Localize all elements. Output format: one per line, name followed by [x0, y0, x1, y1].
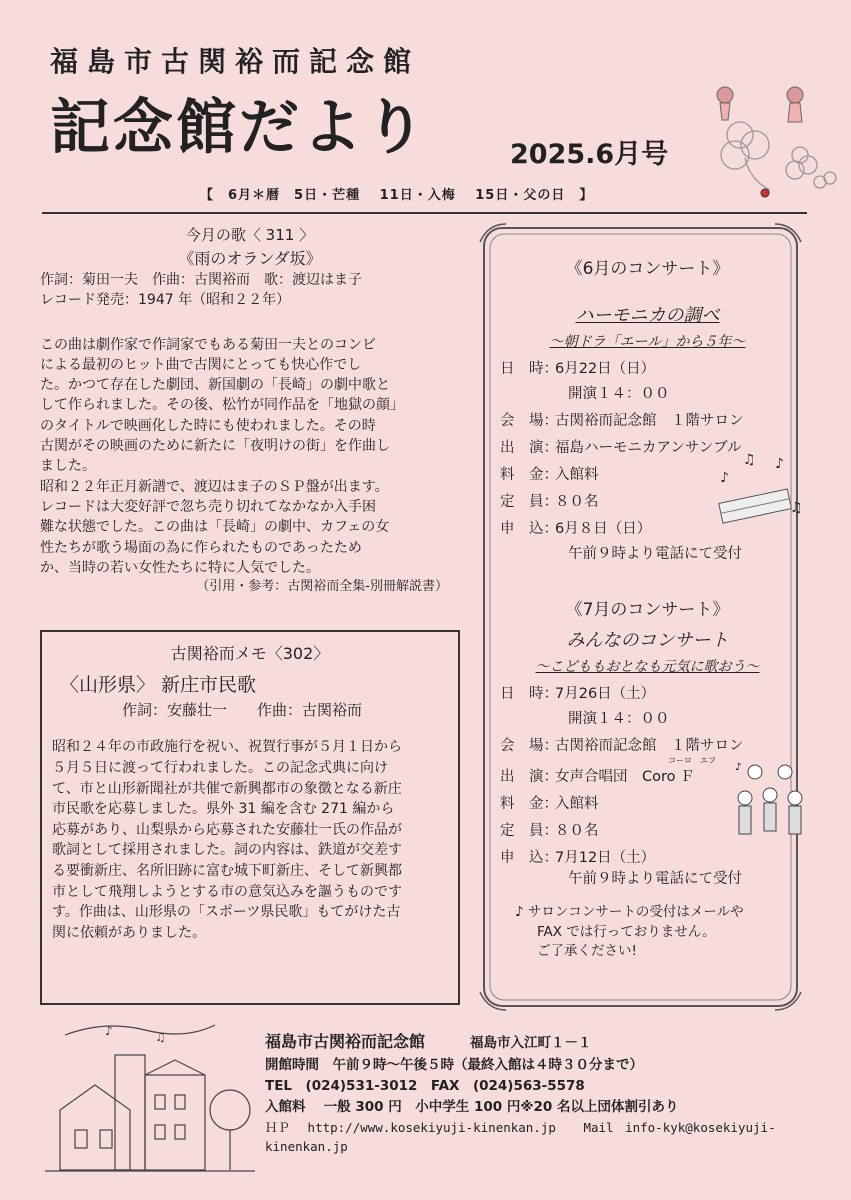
date-label: 日 時：: [500, 686, 558, 702]
memo-body-line: 市民歌を応募しました。県外 31 編を含む 271 編から: [52, 801, 395, 818]
song-body-line: による最初のヒット曲で古関にとっても快心作でし: [40, 356, 362, 373]
notice-line: ♪ サロンコンサートの受付はメールや: [515, 904, 744, 920]
memo-body-line: て、市と山形新聞社が共催で新興都市の象徴となる新庄: [52, 780, 402, 797]
concert-july-apply: 7月12日（土）: [555, 850, 656, 866]
issue-date: 2025.6月号: [510, 139, 669, 170]
concert-june-start: 開演１４：００: [568, 386, 670, 402]
notice-line: ご了承ください!: [537, 943, 637, 960]
concert-july-fee: 入館料: [555, 796, 599, 812]
memo-body-line: 昭和２４年の市政施行を祝い、祝賀行事が５月１日から: [52, 739, 402, 756]
concert-july-heading: 《7月のコンサート》: [565, 600, 730, 620]
concert-july-venue: 古関裕而記念館 １階サロン: [555, 738, 744, 754]
memo-body-line: る要衝新庄、名所旧跡に富む城下町新庄、そして新興都: [52, 862, 402, 879]
salon-notice: [515, 903, 805, 962]
concert-july-start: 開演１４：００: [568, 711, 670, 727]
capacity-label: 定 員：: [500, 494, 558, 510]
memo-body-line: 応募があり、山梨県から応募された安藤壮一氏の作品が: [52, 821, 402, 838]
song-body: [40, 335, 460, 579]
song-body-line: ました。: [40, 458, 96, 475]
svg-text:♫: ♫: [155, 1030, 166, 1044]
concert-june-capacity: ８０名: [555, 494, 599, 510]
concert-june-title: ハーモニカの調べ: [575, 305, 720, 326]
memo-body-line: ５月５日に渡って行われました。この記念式典に向け: [52, 760, 388, 777]
apply-label: 申 込：: [500, 521, 558, 537]
memo-subtitle: 〈山形県〉 新庄市民歌: [60, 673, 257, 696]
concert-june-date: 6月22日（日）: [555, 361, 656, 377]
svg-text:♪: ♪: [720, 470, 729, 486]
notice-line: FAX では行っておりません。: [537, 923, 716, 940]
concert-june-performer: 福島ハーモニカアンサンブル: [555, 440, 742, 456]
concert-june-venue: 古関裕而記念館 １階サロン: [555, 413, 744, 429]
footer-tel: TEL (024)531-3012 FAX (024)563-5578: [265, 1077, 585, 1094]
song-body-line: た。かつて存在した劇団、新国劇の「長崎」の劇中歌と: [40, 377, 390, 394]
svg-text:♪: ♪: [735, 762, 742, 773]
fairy-icon: [717, 87, 803, 122]
footer-museum-name: 福島市古関裕而記念館: [265, 1032, 426, 1051]
song-body-line: のタイトルで映画化した時にも使われました。その時: [40, 417, 376, 434]
museum-building-illustration: [45, 1015, 255, 1185]
apply-label: 申 込：: [500, 850, 558, 866]
concert-july-performer: 女声合唱団 Coro Ｆ: [555, 769, 695, 785]
memo-box: [40, 630, 460, 1005]
venue-label: 会 場：: [500, 738, 558, 754]
footer-info: [265, 1030, 851, 1156]
svg-text:♪: ♪: [775, 456, 784, 472]
memo-credits: 作詞：安藤壮一 作曲：古関裕而: [122, 701, 363, 720]
song-body-line: 難な状態でした。この曲は「長崎」の劇中、カフェの女: [40, 519, 390, 536]
concert-july-title: みんなのコンサート: [566, 630, 729, 651]
venue-label: 会 場：: [500, 413, 558, 429]
performer-label: 出 演：: [500, 769, 558, 785]
fee-label: 料 金：: [500, 467, 558, 483]
memo-body: [52, 737, 448, 943]
footer-hours: 開館時間 午前９時～午後５時（最終入館は４時３０分まで）: [265, 1056, 643, 1073]
concert-july-subtitle: ～こどももおとなも元気に歌おう～: [535, 659, 760, 675]
song-body-line: 昭和２２年正月新譜で、渡辺はま子のＳＰ盤が出ます。: [40, 478, 389, 495]
concert-july-capacity: ８０名: [555, 823, 599, 839]
svg-text:♫: ♫: [790, 500, 803, 516]
clover-illustration: [690, 70, 840, 200]
song-body-line: 古関がその映画のために新たに「夜明けの街」を作曲し: [40, 438, 390, 455]
concert-july-apply-note: 午前９時より電話にて受付: [568, 871, 742, 887]
svg-text:♪: ♪: [105, 1024, 113, 1038]
concert-july-date: 7月26日（土）: [555, 686, 656, 702]
song-body-line: か、当時の若い女性たちに特に人気でした。: [40, 559, 320, 576]
memo-body-line: 歌詞として採用されました。詞の内容は、鉄道が交差す: [52, 842, 402, 859]
song-title: 《雨のオランダ坂》: [178, 248, 322, 268]
harmonica-icon: [715, 450, 805, 530]
newsletter-title: 記念館だより: [50, 93, 428, 163]
song-credits: 作詞：菊田一夫 作曲：古関裕而 歌：渡辺はま子: [40, 271, 362, 288]
svg-text:♫: ♫: [743, 452, 756, 468]
memo-body-line: 関に依頼がありました。: [52, 924, 206, 941]
memo-body-line: す。作曲は、山形県の「スポーツ県民歌」もてがけた古: [52, 904, 401, 921]
memo-title: 古関裕而メモ〈302〉: [170, 644, 330, 663]
website-link[interactable]: http://www.kosekiyuji-kinenkan.jp: [307, 1119, 556, 1135]
song-heading: 今月の歌〈 311 〉: [185, 226, 315, 244]
song-body-line: レコードは大変好評で忽ち売り切れてなかなか入手困: [40, 498, 376, 515]
header-divider: [42, 212, 807, 214]
email-link[interactable]: info-kyk@kosekiyuji-kinenkan.jp: [265, 1119, 776, 1154]
concert-june-apply: 6月８日（日）: [555, 521, 652, 537]
performer-ruby: コーロ エフ: [668, 756, 716, 765]
concert-june-heading: 《6月のコンサート》: [565, 259, 730, 279]
concert-june-apply-note: 午前９時より電話にて受付: [568, 546, 742, 562]
almanac-line: 【 6月＊暦 5日・芒種 11日・入梅 15日・父の日 】: [200, 188, 594, 203]
choir-singers-icon: [735, 760, 805, 845]
performer-label: 出 演：: [500, 440, 558, 456]
memo-body-line: 市として飛翔しようとする市の意気込みを謳うものです: [52, 883, 402, 900]
capacity-label: 定 員：: [500, 823, 558, 839]
footer-fee: 入館料 一般 300 円 小中学生 100 円※20 名以上団体割引あり: [265, 1098, 679, 1115]
concert-june-fee: 入館料: [555, 467, 599, 483]
mail-label: Mail: [583, 1119, 614, 1135]
song-body-line: して作られました。その後、松竹が同作品を「地獄の顔」: [40, 397, 404, 414]
song-section: [40, 225, 460, 597]
hp-label: ＨＰ: [265, 1119, 291, 1135]
song-release: レコード発売：1947 年（昭和２２年）: [40, 292, 291, 309]
footer-address: 福島市入江町１－１: [470, 1035, 592, 1051]
song-body-line: この曲は劇作家で作詞家でもある菊田一夫とのコンビ: [40, 336, 376, 353]
museum-name: 福島市古関裕而記念館: [50, 45, 421, 78]
song-citation: （引用・参考：古関裕而全集-別冊解説書）: [196, 579, 448, 595]
fee-label: 料 金：: [500, 796, 558, 812]
concert-june-subtitle: ～朝ドラ「エール」から５年～: [549, 334, 746, 350]
song-body-line: 性たちが歌う場面の為に作られたものであったため: [40, 539, 362, 556]
date-label: 日 時：: [500, 361, 558, 377]
